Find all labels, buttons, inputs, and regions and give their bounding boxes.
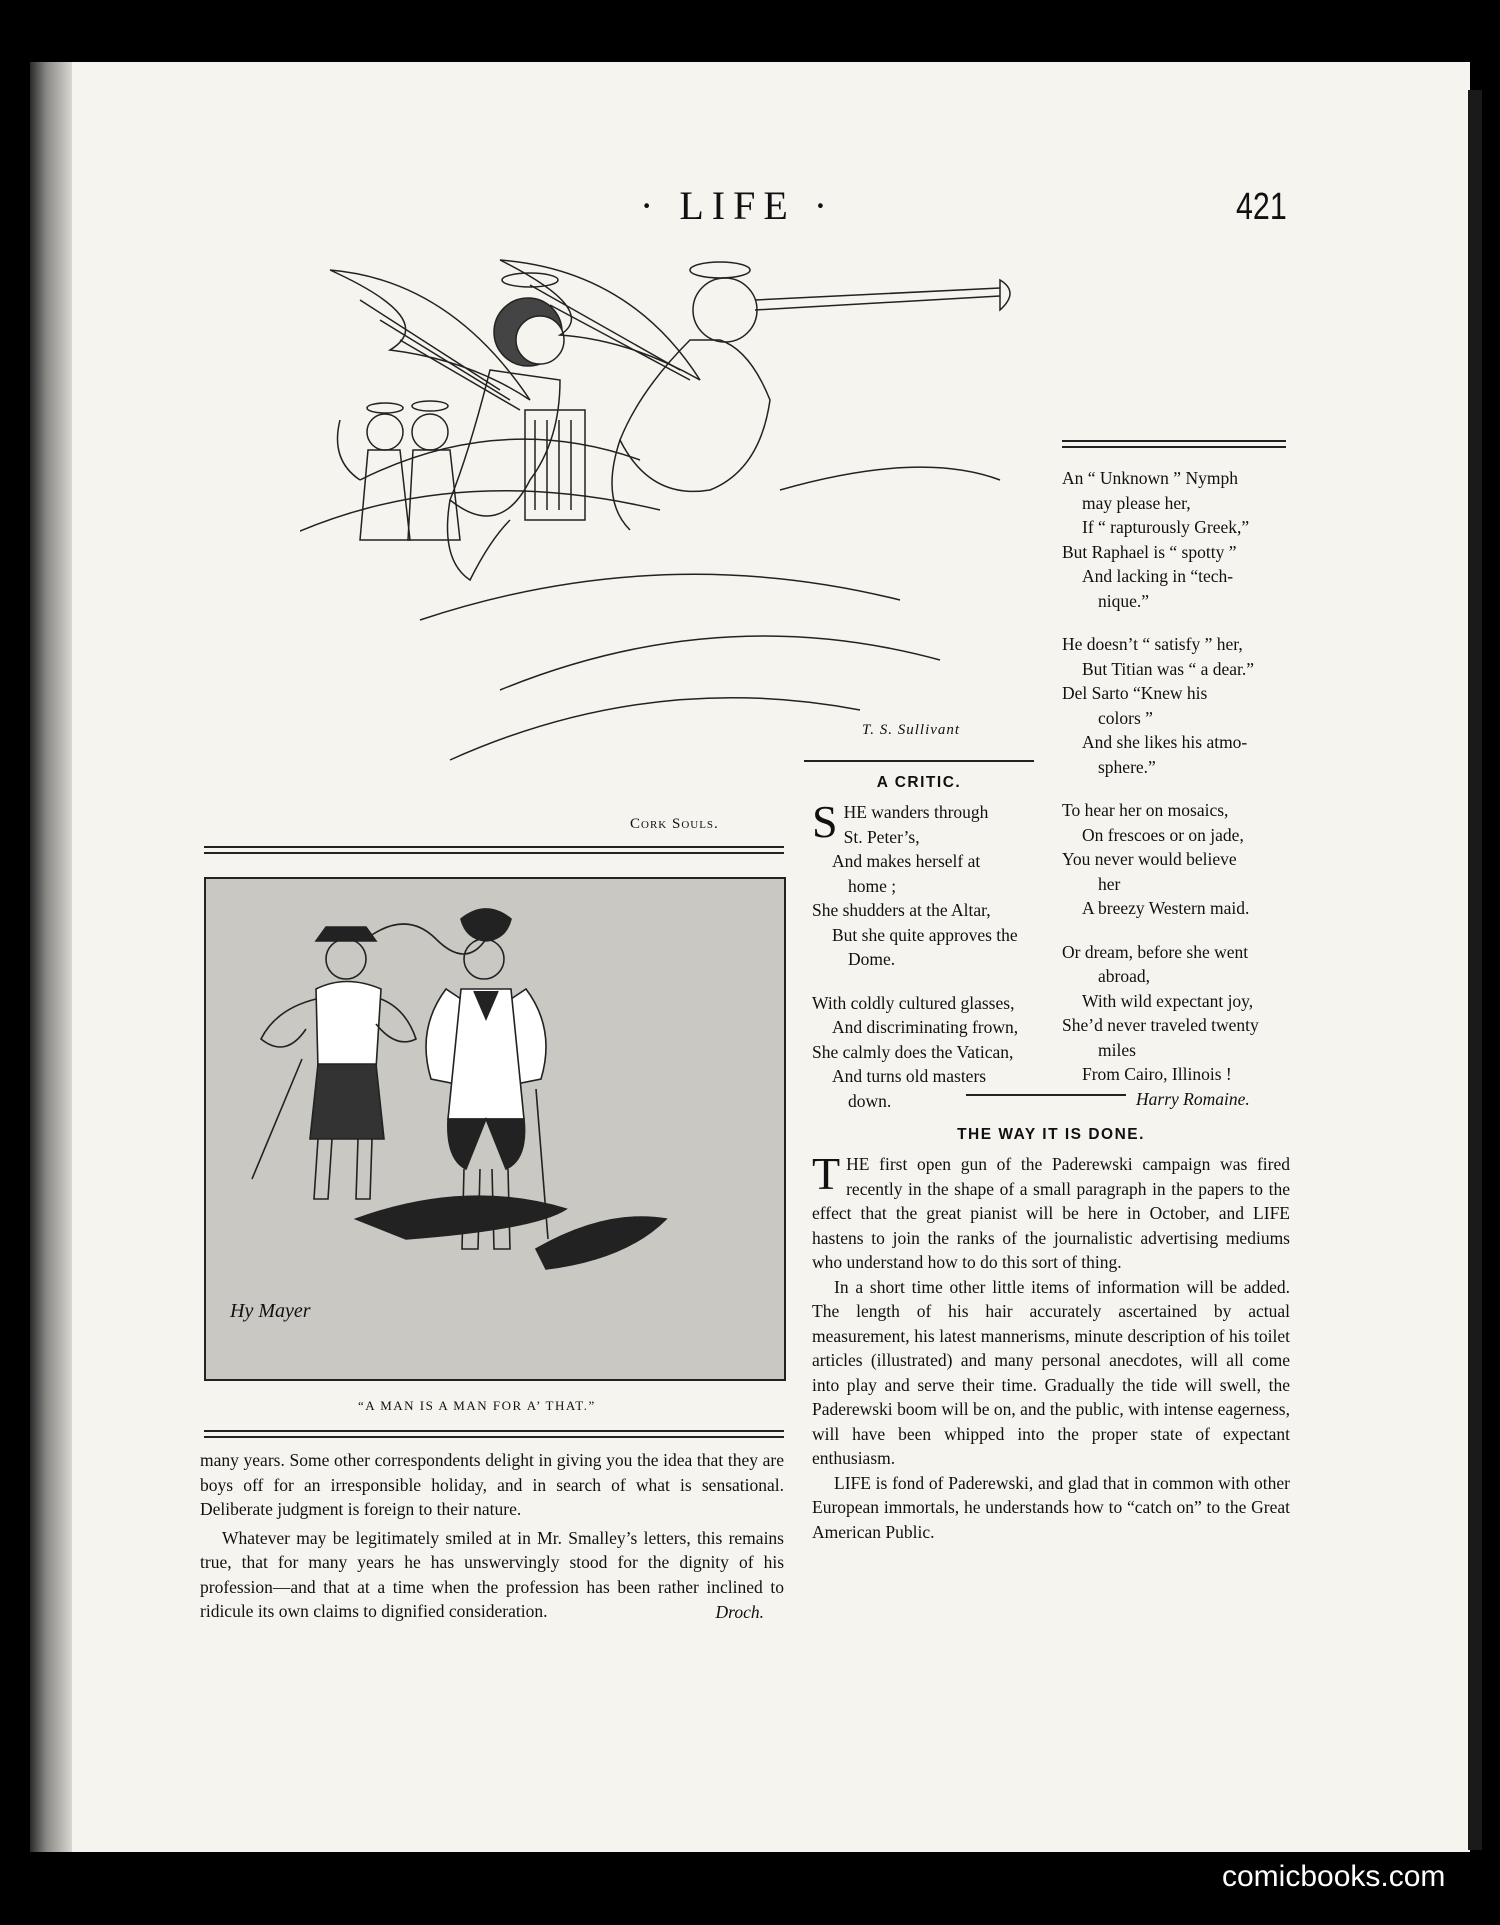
article-paragraph: Whatever may be legitimately smiled at in Mr. Smalley’s letters, this remains true, that for many years he has unswervingly stood for the dignity of his profession—and that at a time when the profession has been rather inclined to ridicule its own claims to dignified consideration.: [200, 1527, 784, 1621]
poem-line: With wild expectant joy,: [1082, 990, 1254, 1011]
drop-cap: S: [812, 796, 838, 847]
poem-line: You never would believe: [1062, 849, 1237, 869]
poem-author: Harry Romaine.: [1136, 1088, 1250, 1109]
poem-line: To hear her on mosaics,: [1062, 800, 1229, 820]
poem-line: abroad,: [1098, 966, 1150, 986]
poem-line: home ;: [848, 875, 897, 896]
poem-stanza: [1062, 798, 1292, 921]
illustration-caption: Cork Souls.: [630, 816, 719, 832]
divider-rule: [204, 846, 784, 854]
poem-column-2: [1062, 466, 1292, 1111]
poem-line: miles: [1098, 1039, 1136, 1060]
poem-line: sphere.”: [1098, 756, 1156, 777]
cork-souls-illustration: [300, 240, 1070, 780]
page-number: 421: [1236, 186, 1287, 228]
divider-rule: [804, 760, 1034, 762]
paragraph-text: HE first open gun of the Paderewski campaign was fired recently in the shape of a small paragraph in the papers to the effect that the great pianist will be here in October, and LIFE hastens to join the ranks of the journalistic advertising mediums who understand how to do this sort of thing.: [812, 1154, 1290, 1272]
article-paragraph: LIFE is fond of Paderewski, and glad that in common with other European immortals, he understands how to “catch on” to the Great American Public.: [812, 1472, 1290, 1542]
poem-line: And discriminating frown,: [832, 1017, 1019, 1037]
right-article: [812, 1148, 1290, 1544]
left-article: [200, 1448, 784, 1624]
poem-line: And makes herself at: [832, 851, 981, 871]
poem-stanza: [812, 796, 1042, 972]
poem-stanza: [1062, 466, 1292, 613]
poem-line: If “ rapturously Greek,”: [1082, 517, 1250, 537]
page-right-edge: [1468, 90, 1482, 1850]
illustrator-signature: T. S. Sullivant: [862, 722, 961, 738]
article-signature: Droch.: [715, 1601, 764, 1622]
poem-line: She calmly does the Vatican,: [812, 1041, 1014, 1062]
article-paragraph: In a short time other little items of information will be added. The length of his hair accurately ascertained by actual measurement, his latest mannerisms, minute description of his toilet articles (illustrated) and many personal anecdotes, will all come into play and serve their time. Gradually the tide will swell, the Paderewski boom will be on, and the public, with intense eagerness, will have been whipped into the proper state of expectant enthusiasm.: [812, 1276, 1290, 1468]
illustration-caption: “A MAN IS A MAN FOR A’ THAT.”: [358, 1398, 596, 1413]
poem-line: And she likes his atmo-: [1082, 732, 1248, 752]
article-title: THE WAY IT IS DONE.: [957, 1126, 1145, 1143]
poem-line: nique.”: [1098, 590, 1150, 611]
poem-line: down.: [848, 1090, 892, 1111]
divider-rule: [204, 1430, 784, 1438]
poem-stanza: [812, 991, 1042, 1114]
poem-line: may please her,: [1082, 492, 1191, 513]
poem-title: A CRITIC.: [876, 774, 962, 791]
site-watermark: comicbooks.com: [1222, 1860, 1446, 1893]
poem-line: Dome.: [848, 949, 896, 969]
page-binding-edge: [30, 62, 72, 1852]
poem-line: But she quite approves the: [832, 924, 1018, 945]
poem-line: From Cairo, Illinois !: [1082, 1064, 1232, 1084]
poem-line: On frescoes or on jade,: [1082, 824, 1244, 845]
poem-line: Or dream, before she went: [1062, 941, 1249, 962]
article-paragraph: many years. Some other correspondents delight in giving you the idea that they are boys off for an irresponsible holiday, and in search of what is sensational. Deliberate judgment is foreign to their nature.: [200, 1450, 784, 1519]
drop-cap: T: [812, 1148, 841, 1199]
poem-line: But Raphael is “ spotty ”: [1062, 541, 1237, 562]
poem-line: HE wanders through: [843, 802, 989, 822]
poem-line: And lacking in “tech-: [1082, 566, 1234, 586]
poem-line: With coldly cultured glasses,: [812, 992, 1015, 1013]
masthead: · LIFE ·: [640, 183, 836, 228]
poem-line: She’d never traveled twenty: [1062, 1015, 1259, 1035]
poem-line: St. Peter’s,: [843, 826, 920, 847]
poem-line: colors ”: [1098, 707, 1153, 728]
poem-stanza: [1062, 632, 1292, 779]
article-paragraph: [812, 1148, 1290, 1275]
poem-line: But Titian was “ a dear.”: [1082, 658, 1255, 679]
illustrator-signature: Hy Mayer: [230, 1300, 311, 1322]
poem-line: her: [1098, 873, 1121, 894]
poem-line: She shudders at the Altar,: [812, 900, 991, 920]
poem-line: And turns old masters: [832, 1066, 987, 1086]
divider-rule: [1062, 440, 1286, 448]
poem-line: He doesn’t “ satisfy ” her,: [1062, 634, 1243, 654]
poem-line: An “ Unknown ” Nymph: [1062, 468, 1238, 488]
poem-line: Del Sarto “Knew his: [1062, 683, 1208, 703]
poem-column-1: [812, 796, 1042, 1132]
poem-line: A breezy Western maid.: [1082, 898, 1250, 918]
poem-stanza: [1062, 940, 1292, 1112]
